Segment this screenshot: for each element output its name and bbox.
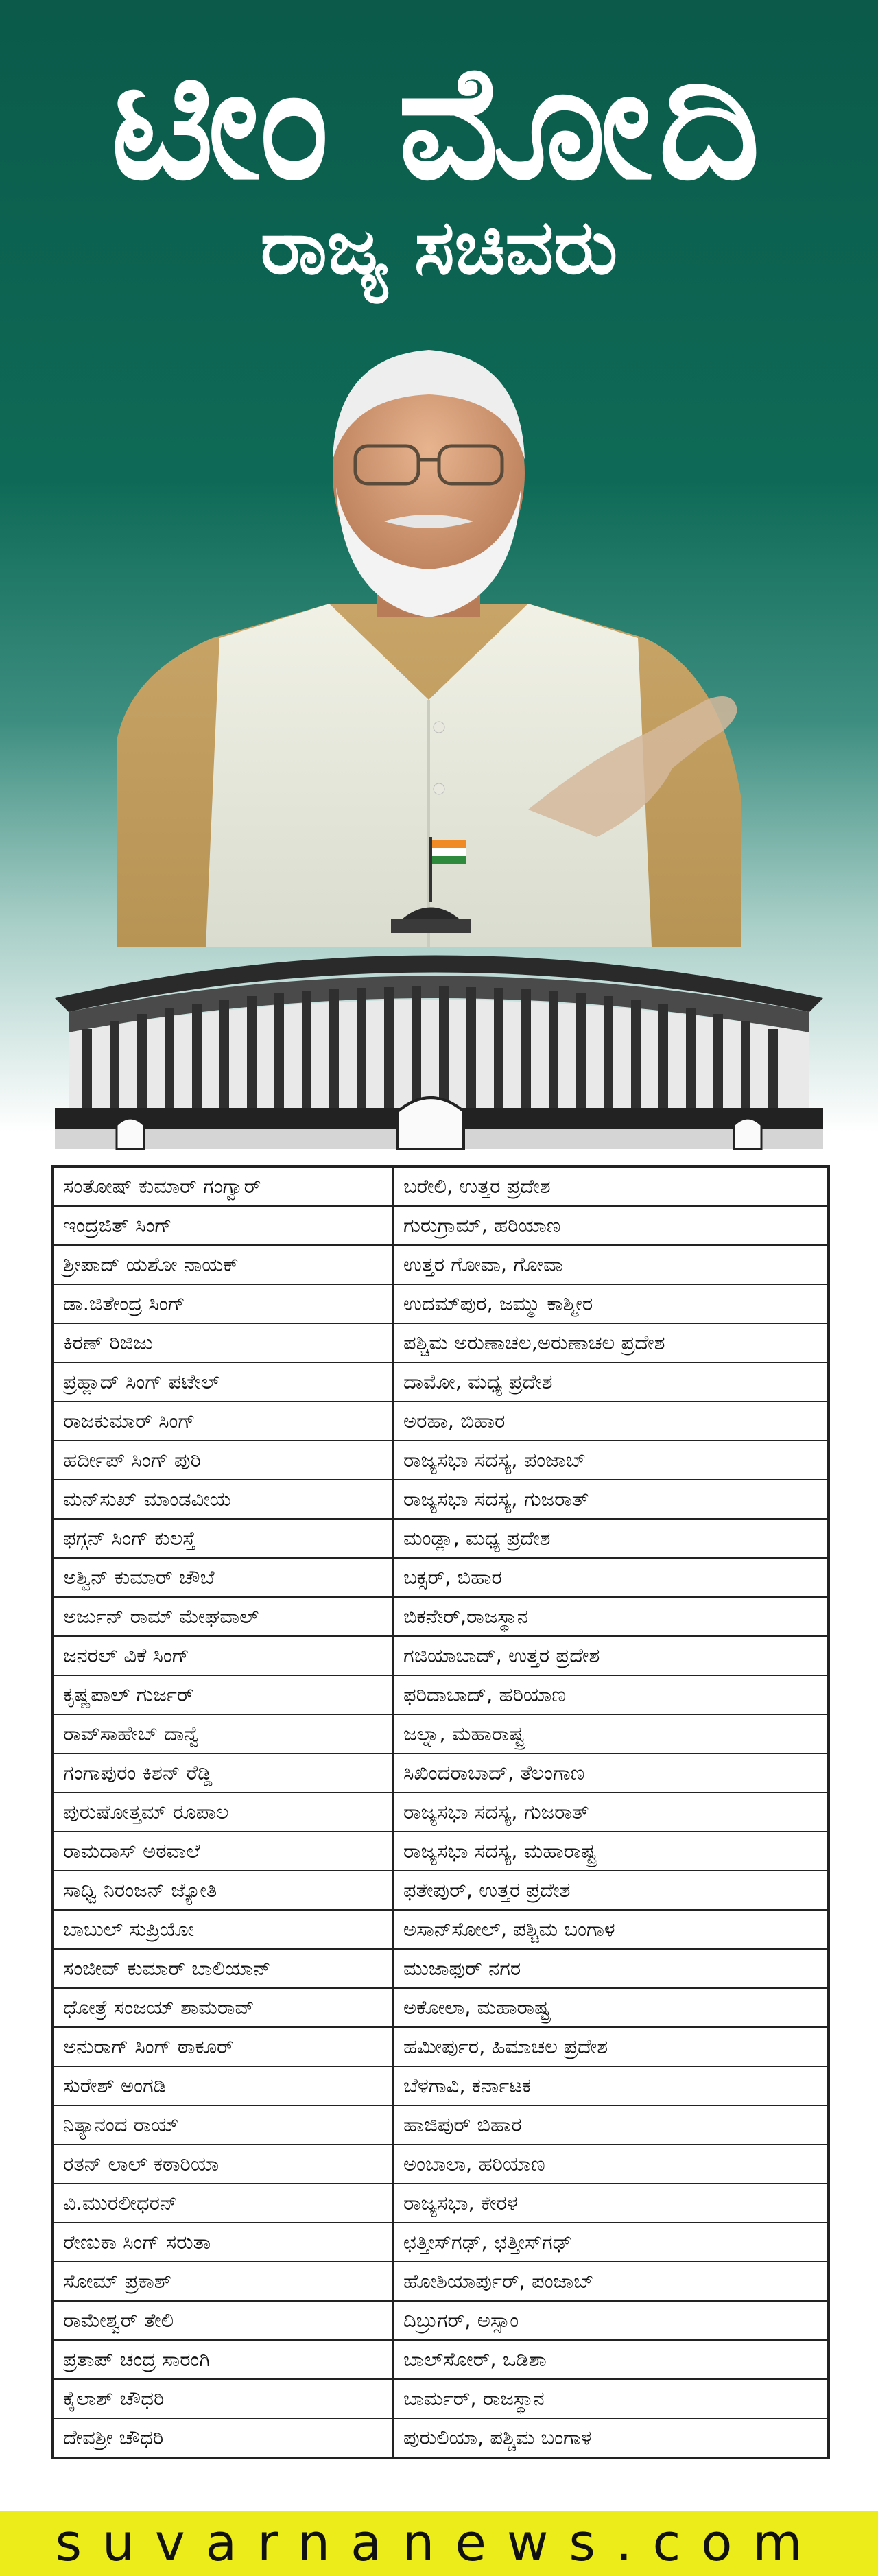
- table-row: [53, 2301, 828, 2340]
- minister-name: ಪುರುಷೋತ್ತಮ್ ರೂಪಾಲ: [53, 1793, 393, 1832]
- table-row: [53, 2340, 828, 2379]
- minister-constituency: ಬಿಕನೇರ್,ರಾಜಸ್ಥಾನ: [393, 1597, 828, 1636]
- minister-constituency: ದಾಮೋ, ಮಧ್ಯ ಪ್ರದೇಶ: [393, 1362, 828, 1402]
- minister-name: ಫಗ್ಗನ್ ಸಿಂಗ್ ಕುಲಸ್ತೆ: [53, 1519, 393, 1558]
- minister-name: ನಿತ್ಯಾನಂದ ರಾಯ್: [53, 2105, 393, 2144]
- table-row: [53, 1636, 828, 1675]
- minister-name: ಶ್ರೀಪಾದ್ ಯಶೋ ನಾಯಕ್: [53, 1245, 393, 1284]
- table-row: [53, 2105, 828, 2144]
- minister-name: ಪ್ರತಾಪ್ ಚಂದ್ರ ಸಾರಂಗಿ: [53, 2340, 393, 2379]
- minister-name: ಅರ್ಜುನ್ ರಾಮ್ ಮೇಘವಾಲ್: [53, 1597, 393, 1636]
- minister-name: ರಾವ್‌ಸಾಹೇಬ್ ದಾನ್ವೆ: [53, 1714, 393, 1753]
- minister-constituency: ಮುಜಾಫುರ್ ನಗರ: [393, 1949, 828, 1988]
- minister-constituency: ಅಂಬಾಲಾ, ಹರಿಯಾಣ: [393, 2144, 828, 2184]
- table-row: [53, 1206, 828, 1245]
- minister-constituency: ಉದಮ್‌ಪುರ, ಜಮ್ಮು ಕಾಶ್ಮೀರ: [393, 1284, 828, 1323]
- table-row: [53, 2184, 828, 2223]
- poster-title: ಟೀಂ ಮೋದಿ: [110, 32, 768, 215]
- minister-name: ಸುರೇಶ್ ಅಂಗಡಿ: [53, 2066, 393, 2105]
- footer-banner: [0, 2511, 878, 2576]
- minister-name: ಕೃಷ್ಣಪಾಲ್ ಗುರ್ಜರ್: [53, 1675, 393, 1714]
- table-row: [53, 2066, 828, 2105]
- minister-constituency: ಬೆಳಗಾವಿ, ಕರ್ನಾಟಕ: [393, 2066, 828, 2105]
- minister-constituency: ಬಕ್ಸರ್, ಬಿಹಾರ: [393, 1558, 828, 1597]
- minister-constituency: ಉತ್ತರ ಗೋವಾ, ಗೋವಾ: [393, 1245, 828, 1284]
- minister-constituency: ಅರಹಾ, ಬಿಹಾರ: [393, 1402, 828, 1441]
- minister-name: ಇಂದ್ರಜಿತ್ ಸಿಂಗ್: [53, 1206, 393, 1245]
- ministers-table: [51, 1165, 830, 2459]
- minister-constituency: ಅಕೋಲಾ, ಮಹಾರಾಷ್ಟ್ರ: [393, 1988, 828, 2027]
- table-row: [53, 1753, 828, 1793]
- minister-name: ದೇವಶ್ರೀ ಚೌಧರಿ: [53, 2418, 393, 2457]
- minister-constituency: ಮಂಡ್ಲಾ, ಮಧ್ಯ ಪ್ರದೇಶ: [393, 1519, 828, 1558]
- minister-constituency: ಬಾಲ್‌ಸೋರ್, ಒಡಿಶಾ: [393, 2340, 828, 2379]
- table-row: [53, 1558, 828, 1597]
- minister-constituency: ಗುರುಗ್ರಾಮ್, ಹರಿಯಾಣ: [393, 1206, 828, 1245]
- minister-name: ಕಿರಣ್ ರಿಜಿಜು: [53, 1323, 393, 1362]
- ministers-table-body: [53, 1167, 828, 2457]
- table-row: [53, 1284, 828, 1323]
- minister-name: ಪ್ರಹ್ಲಾದ್ ಸಿಂಗ್ ಪಟೇಲ್: [53, 1362, 393, 1402]
- table-row: [53, 2027, 828, 2066]
- table-row: [53, 1519, 828, 1558]
- table-row: [53, 1871, 828, 1910]
- parliament-building-image: [55, 837, 823, 1153]
- minister-name: ವಿ.ಮುರಲೀಧರನ್: [53, 2184, 393, 2223]
- minister-constituency: ಅಸಾನ್‌ಸೋಲ್, ಪಶ್ಚಿಮ ಬಂಗಾಳ: [393, 1910, 828, 1949]
- table-row: [53, 2223, 828, 2262]
- table-row: [53, 1323, 828, 1362]
- table-row: [53, 1441, 828, 1480]
- minister-constituency: ಸಿಖಿಂದರಾಬಾದ್, ತೆಲಂಗಾಣ: [393, 1753, 828, 1793]
- minister-name: ಕೈಲಾಶ್ ಚೌಧರಿ: [53, 2379, 393, 2418]
- minister-name: ಹರ್ದೀಪ್ ಸಿಂಗ್ ಪುರಿ: [53, 1441, 393, 1480]
- minister-name: ಗಂಗಾಪುರಂ ಕಿಶನ್ ರೆಡ್ಡಿ: [53, 1753, 393, 1793]
- minister-constituency: ರಾಜ್ಯಸಭಾ ಸದಸ್ಯ, ಪಂಜಾಬ್: [393, 1441, 828, 1480]
- minister-constituency: ರಾಜ್ಯಸಭಾ ಸದಸ್ಯ, ಮಹಾರಾಷ್ಟ್ರ: [393, 1832, 828, 1871]
- minister-name: ಸಂಜೀವ್ ಕುಮಾರ್ ಬಾಲಿಯಾನ್: [53, 1949, 393, 1988]
- minister-name: ಸೋಮ್ ಪ್ರಕಾಶ್: [53, 2262, 393, 2301]
- table-row: [53, 1714, 828, 1753]
- minister-name: ಬಾಬುಲ್ ಸುಪ್ರಿಯೋ: [53, 1910, 393, 1949]
- table-row: [53, 1597, 828, 1636]
- table-row: [53, 1362, 828, 1402]
- minister-name: ಸಾಧ್ವಿ ನಿರಂಜನ್ ಜ್ಯೋತಿ: [53, 1871, 393, 1910]
- minister-constituency: ಬಾರ್ಮರ್, ರಾಜಸ್ಥಾನ: [393, 2379, 828, 2418]
- minister-constituency: ರಾಜ್ಯಸಭಾ, ಕೇರಳ: [393, 2184, 828, 2223]
- table-row: [53, 2379, 828, 2418]
- minister-name: ಧೋತ್ರೆ ಸಂಜಯ್ ಶಾಮರಾವ್: [53, 1988, 393, 2027]
- minister-name: ರಾಮೇಶ್ವರ್ ತೇಲಿ: [53, 2301, 393, 2340]
- table-row: [53, 1988, 828, 2027]
- table-row: [53, 1245, 828, 1284]
- table-row: [53, 1675, 828, 1714]
- table-row: [53, 1480, 828, 1519]
- minister-constituency: ಫರಿದಾಬಾದ್, ಹರಿಯಾಣ: [393, 1675, 828, 1714]
- poster-subtitle: ರಾಜ್ಯ ಸಚಿವರು: [260, 203, 618, 291]
- table-row: [53, 1832, 828, 1871]
- table-row: [53, 2262, 828, 2301]
- minister-constituency: ಹಾಜಿಪುರ್ ಬಿಹಾರ: [393, 2105, 828, 2144]
- minister-constituency: ಹಮೀರ್ಪುರ, ಹಿಮಾಚಲ ಪ್ರದೇಶ: [393, 2027, 828, 2066]
- minister-constituency: ದಿಬ್ರುಗರ್, ಅಸ್ಸಾಂ: [393, 2301, 828, 2340]
- minister-constituency: ಪಶ್ಚಿಮ ಅರುಣಾಚಲ,ಅರುಣಾಚಲ ಪ್ರದೇಶ: [393, 1323, 828, 1362]
- table-row: [53, 1167, 828, 1206]
- minister-name: ರಾಜಕುಮಾರ್ ಸಿಂಗ್: [53, 1402, 393, 1441]
- minister-name: ಅಶ್ವಿನ್ ಕುಮಾರ್ ಚೌಬೆ: [53, 1558, 393, 1597]
- site-name: suvarnanews.com: [55, 2514, 823, 2573]
- table-row: [53, 1402, 828, 1441]
- minister-constituency: ಛತ್ತೀಸ್‌ಗಢ್, ಛತ್ತೀಸ್‌ಗಢ್: [393, 2223, 828, 2262]
- table-row: [53, 1949, 828, 1988]
- minister-name: ಅನುರಾಗ್ ಸಿಂಗ್ ಠಾಕೂರ್: [53, 2027, 393, 2066]
- minister-name: ರೇಣುಕಾ ಸಿಂಗ್ ಸರುತಾ: [53, 2223, 393, 2262]
- minister-constituency: ಗಜಿಯಾಬಾದ್, ಉತ್ತರ ಪ್ರದೇಶ: [393, 1636, 828, 1675]
- minister-constituency: ಜಲ್ನಾ, ಮಹಾರಾಷ್ಟ್ರ: [393, 1714, 828, 1753]
- minister-name: ಸಂತೋಷ್ ಕುಮಾರ್ ಗಂಗ್ವಾರ್: [53, 1167, 393, 1206]
- minister-constituency: ರಾಜ್ಯಸಭಾ ಸದಸ್ಯ, ಗುಜರಾತ್: [393, 1480, 828, 1519]
- table-row: [53, 1910, 828, 1949]
- minister-name: ಮನ್‌ಸುಖ್ ಮಾಂಡವೀಯ: [53, 1480, 393, 1519]
- table-row: [53, 2418, 828, 2457]
- minister-constituency: ಫತೇಪುರ್, ಉತ್ತರ ಪ್ರದೇಶ: [393, 1871, 828, 1910]
- minister-constituency: ಬರೇಲಿ, ಉತ್ತರ ಪ್ರದೇಶ: [393, 1167, 828, 1206]
- minister-constituency: ಪುರುಲಿಯಾ, ಪಶ್ಚಿಮ ಬಂಗಾಳ: [393, 2418, 828, 2457]
- minister-name: ರಾಮದಾಸ್ ಅಠವಾಲೆ: [53, 1832, 393, 1871]
- table-row: [53, 1793, 828, 1832]
- table-row: [53, 2144, 828, 2184]
- minister-name: ರತನ್ ಲಾಲ್ ಕಠಾರಿಯಾ: [53, 2144, 393, 2184]
- minister-constituency: ರಾಜ್ಯಸಭಾ ಸದಸ್ಯ, ಗುಜರಾತ್: [393, 1793, 828, 1832]
- minister-name: ಜನರಲ್ ವಿಕೆ ಸಿಂಗ್: [53, 1636, 393, 1675]
- minister-name: ಡಾ.ಜಿತೇಂದ್ರ ಸಿಂಗ್: [53, 1284, 393, 1323]
- minister-constituency: ಹೋಶಿಯಾರ್ಪುರ್, ಪಂಜಾಬ್: [393, 2262, 828, 2301]
